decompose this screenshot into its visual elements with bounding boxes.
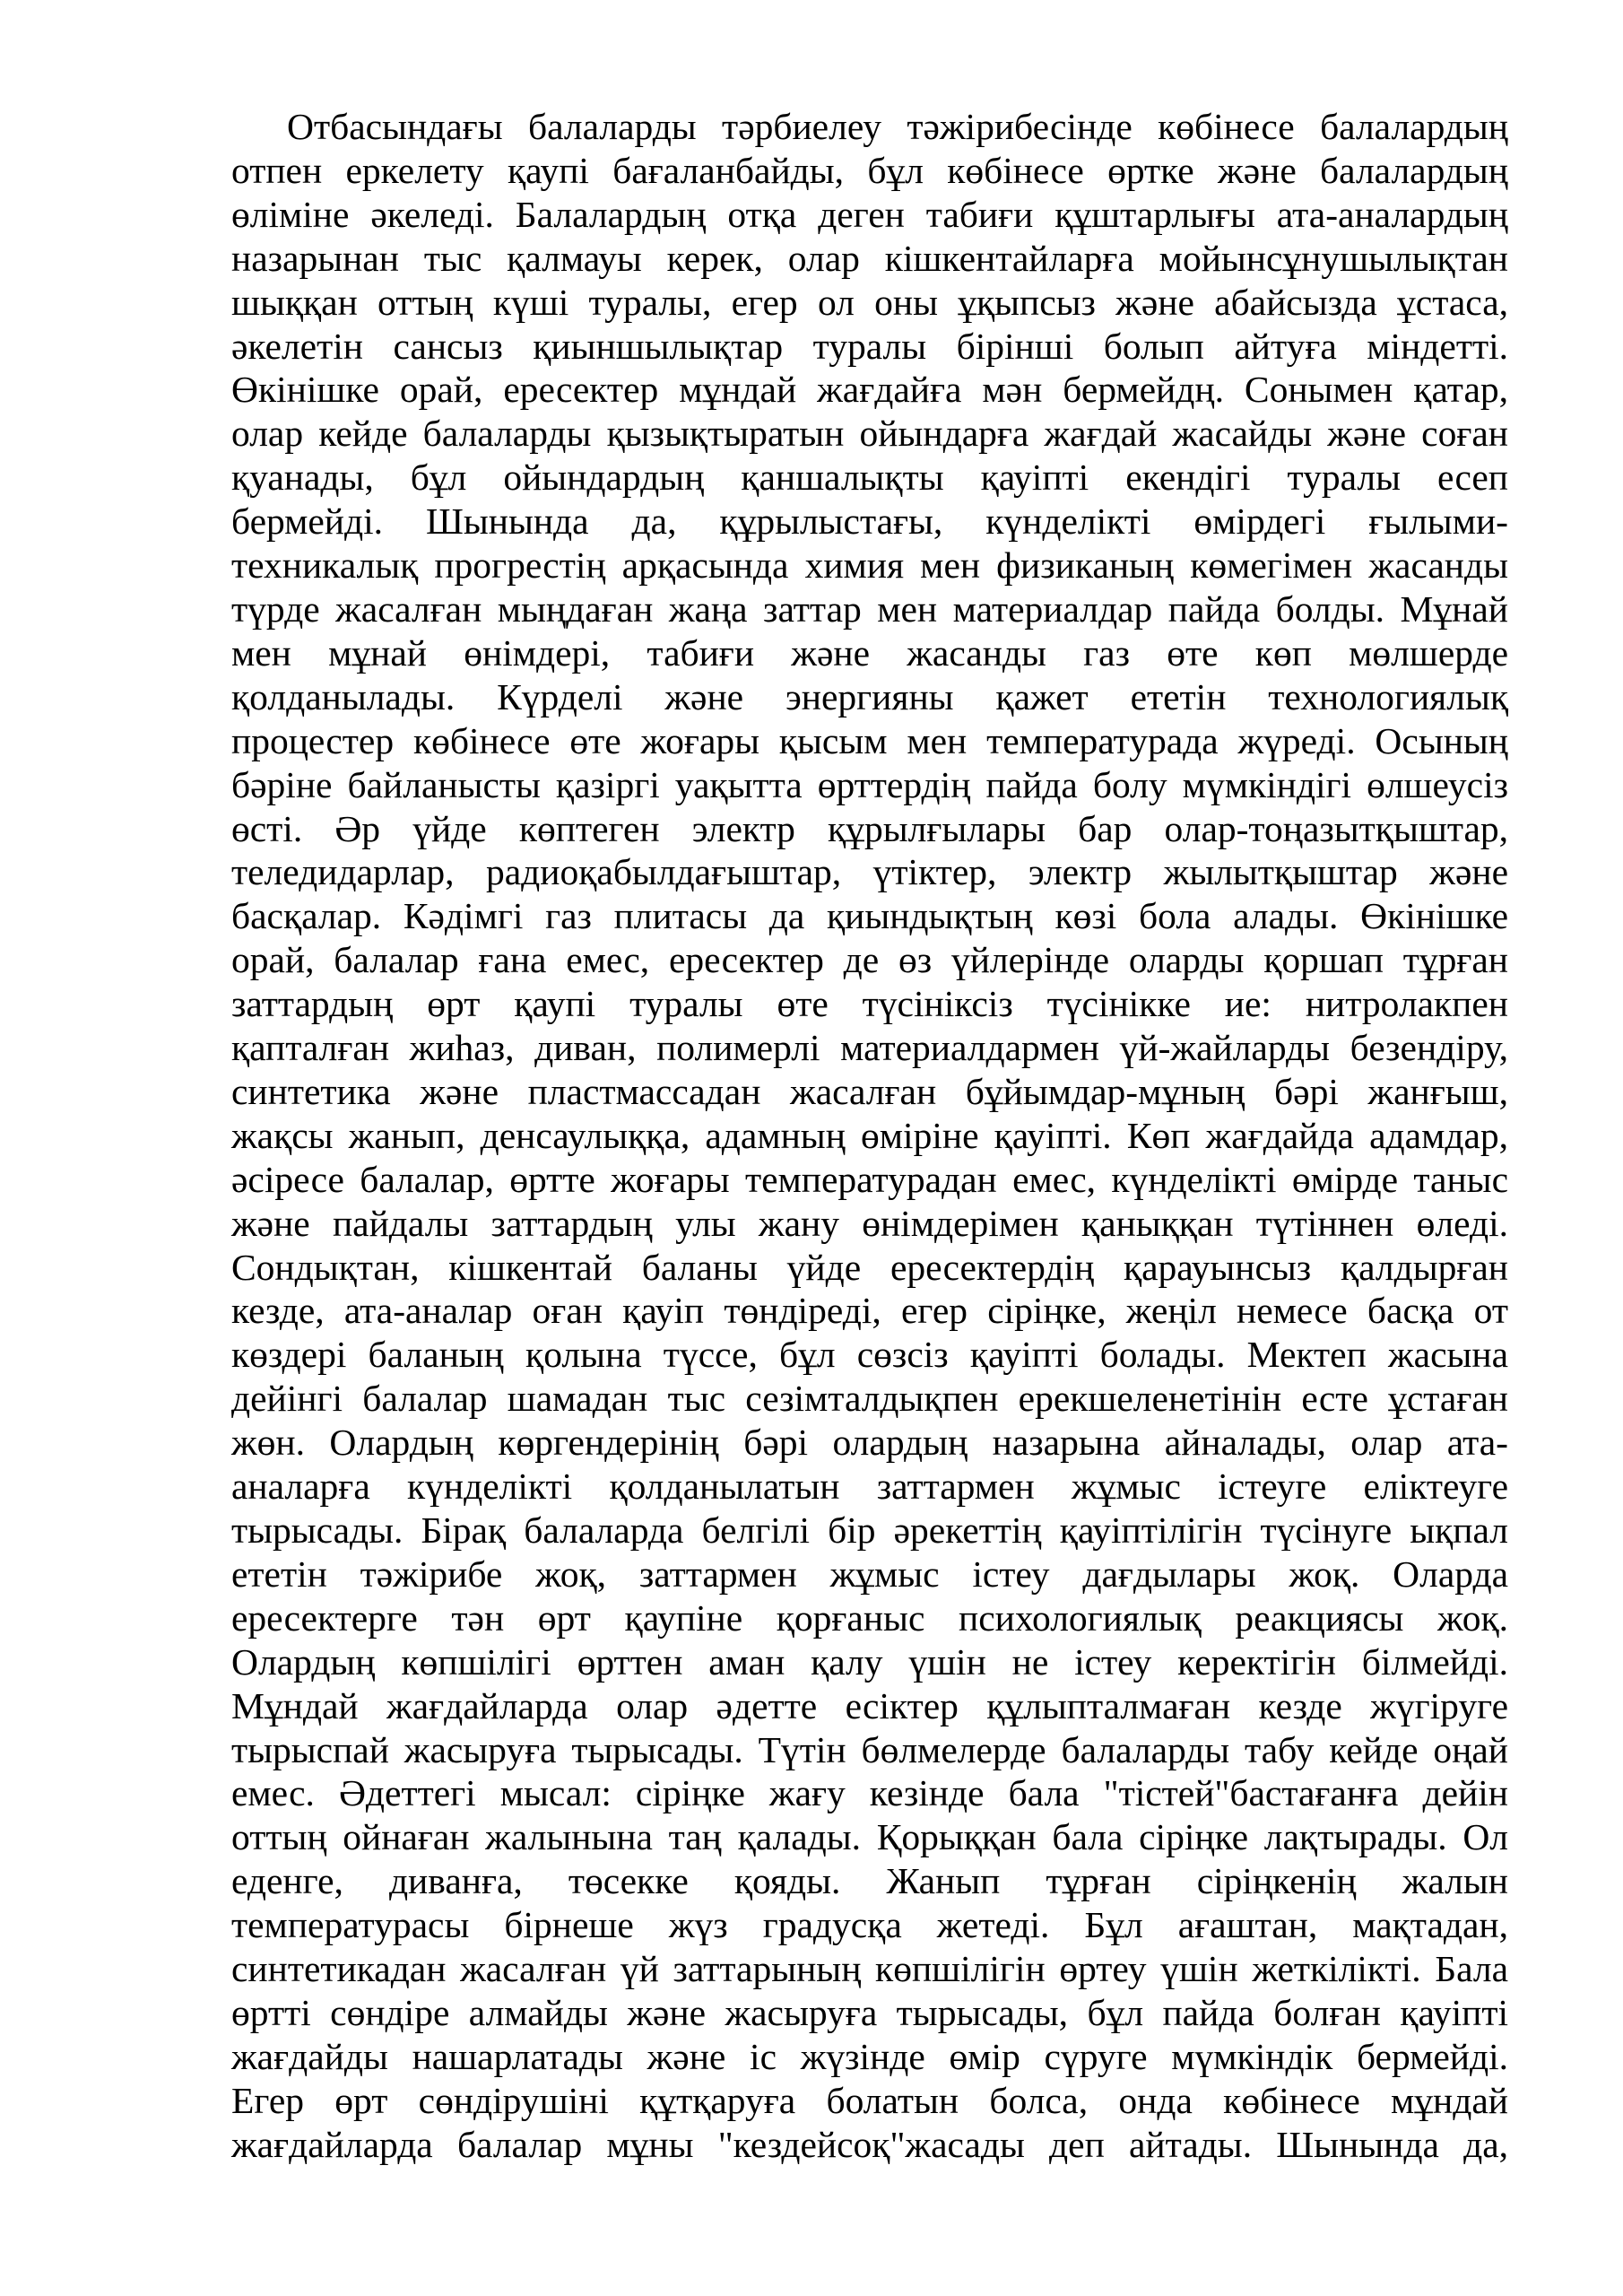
text-line: түрде жасалған мыңдаған жаңа заттар мен материалдар пайда болды. Мұнай [231,587,1508,630]
text-line: әсіресе балалар, өртте жоғары температурадан емес, күнделікті өмірде таныс [231,1158,1508,1200]
text-line: кезде, ата-аналар оған қауіп төндіреді, егер сіріңке, жеңіл немесе басқа от [231,1290,1508,1332]
text-line: бермейді. Шынында да, құрылыстағы, күнделікті өмірдегі ғылыми- [231,500,1508,543]
text-line: синтетика және пластмассадан жасалған бұйымдар-мұның бәрі жанғыш, [231,1070,1508,1112]
text-line: жақсы жанып, денсаулыққа, адамның өміріне қауіпті. Көп жағдайда адамдар, [231,1114,1508,1156]
text-line: олар кейде балаларды қызықтыратын ойындарға жағдай жасайды және соған [231,413,1508,455]
text-line: синтетикадан жасалған үй заттарының көпшілігін өртеу үшін жеткілікті. Бала [231,1948,1508,1990]
body-paragraph [231,105,1508,2167]
text-line: көздері баланың қолына түссе, бұл сөзсіз қауіпті болады. Мектеп жасына [231,1334,1508,1376]
text-line: қолданылады. Күрделі және энергияны қажет ететін технологиялық [231,675,1508,718]
text-line: оттың ойнаған жалынына таң қалады. Қорыққан бала сіріңке лақтырады. Ол [231,1816,1508,1858]
text-line: орай, балалар ғана емес, ересектер де өз үйлерінде оларды қоршап тұрған [231,939,1508,981]
text-line: Олардың көпшілігі өрттен аман қалу үшін не істеу керектігін білмейді. [231,1640,1508,1683]
text-line: ересектерге тән өрт қаупіне қорғаныс психологиялық реакциясы жоқ. [231,1596,1508,1639]
text-line: техникалық прогрестің арқасында химия мен физиканың көмегімен жасанды [231,544,1508,587]
text-line: назарынан тыс қалмауы керек, олар кішкентайларға мойынсұнушылықтан [231,237,1508,279]
text-line: аналарға күнделікті қолданылатын заттармен жұмыс істеуге еліктеуге [231,1465,1508,1508]
text-line: шыққан оттың күші туралы, егер ол оны ұқыпсыз және абайсызда ұстаса, [231,281,1508,323]
text-line: температурасы бірнеше жүз градусқа жетеді. Бұл ағаштан, мақтадан, [231,1904,1508,1946]
text-line: бәріне байланысты қазіргі уақытта өрттердің пайда болу мүмкіндігі өлшеусіз [231,763,1508,805]
text-line: отпен еркелету қаупі бағаланбайды, бұл көбінесе өртке және балалардың [231,149,1508,191]
text-line: емес. Әдеттегі мысал: сіріңке жағу кезінде бала "тістей"бастағанға дейін [231,1772,1508,1814]
text-line: әкелетін сансыз қиыншылықтар туралы бірінші болып айтуға міндетті. [231,325,1508,367]
text-line: тырысады. Бірақ балаларда белгілі бір әрекеттің қауіптілігін түсінуге ықпал [231,1509,1508,1551]
text-line: дейінгі балалар шамадан тыс сезімталдықпен ерекшеленетінін есте ұстаған [231,1378,1508,1420]
text-line: Егер өрт сөндірушіні құтқаруға болатын болса, онда көбінесе мұндай [231,2079,1508,2121]
text-line: жағдайларда балалар мұны "кездейсоқ"жасады деп айтады. Шынында да, [231,2123,1508,2165]
text-line: теледидарлар, радиоқабылдағыштар, үтіктер, электр жылытқыштар және [231,851,1508,893]
text-line: өліміне әкеледі. Балалардың отқа деген табиғи құштарлығы ата-аналардың [231,193,1508,235]
text-line: тырыспай жасыруға тырысады. Түтін бөлмелерде балаларды табу кейде оңай [231,1728,1508,1770]
text-line: және пайдалы заттардың улы жану өнімдерімен қаныққан түтіннен өледі. [231,1202,1508,1244]
text-line: өсті. Әр үйде көптеген электр құрылғылары бар олар-тоңазытқыштар, [231,807,1508,849]
text-line: ететін тәжірибе жоқ, заттармен жұмыс істеу дағдылары жоқ. Оларда [231,1552,1508,1595]
text-line: заттардың өрт қаупі туралы өте түсініксіз түсінікке ие: нитролакпен [231,983,1508,1025]
text-line: басқалар. Кәдімгі газ плитасы да қиындықтың көзі бола алады. Өкінішке [231,895,1508,937]
text-line: Отбасындағы балаларды тәрбиелеу тәжірибесінде көбінесе балалардың [287,106,1508,147]
text-line: Сондықтан, кішкентай баланы үйде ересектердің қарауынсыз қалдырған [231,1246,1508,1288]
text-line: еденге, диванға, төсекке қояды. Жанып тұрған сіріңкенің жалын [231,1860,1508,1902]
text-line: жағдайды нашарлатады және іс жүзінде өмір сүруге мүмкіндік бермейді. [231,2035,1508,2077]
text-line: процестер көбінесе өте жоғары қысым мен температурада жүреді. Осының [231,719,1508,761]
text-line: Өкінішке орай, ересектер мұндай жағдайға мән бермейдң. Сонымен қатар, [231,369,1508,411]
text-line: Мұндай жағдайларда олар әдетте есіктер құлыпталмаған кезде жүгіруге [231,1684,1508,1726]
text-line: өртті сөндіре алмайды және жасыруға тырысады, бұл пайда болған қауіпті [231,1991,1508,2033]
text-line: қуанады, бұл ойындардың қаншалықты қауіпті екендігі туралы есеп [231,457,1508,499]
text-line: қапталған жиһаз, диван, полимерлі материалдармен үй-жайларды безендіру, [231,1027,1508,1069]
text-line: жөн. Олардың көргендерінің бәрі олардың назарына айналады, олар ата- [231,1422,1508,1464]
text-line: мен мұнай өнімдері, табиғи және жасанды газ өте көп мөлшерде [231,631,1508,674]
